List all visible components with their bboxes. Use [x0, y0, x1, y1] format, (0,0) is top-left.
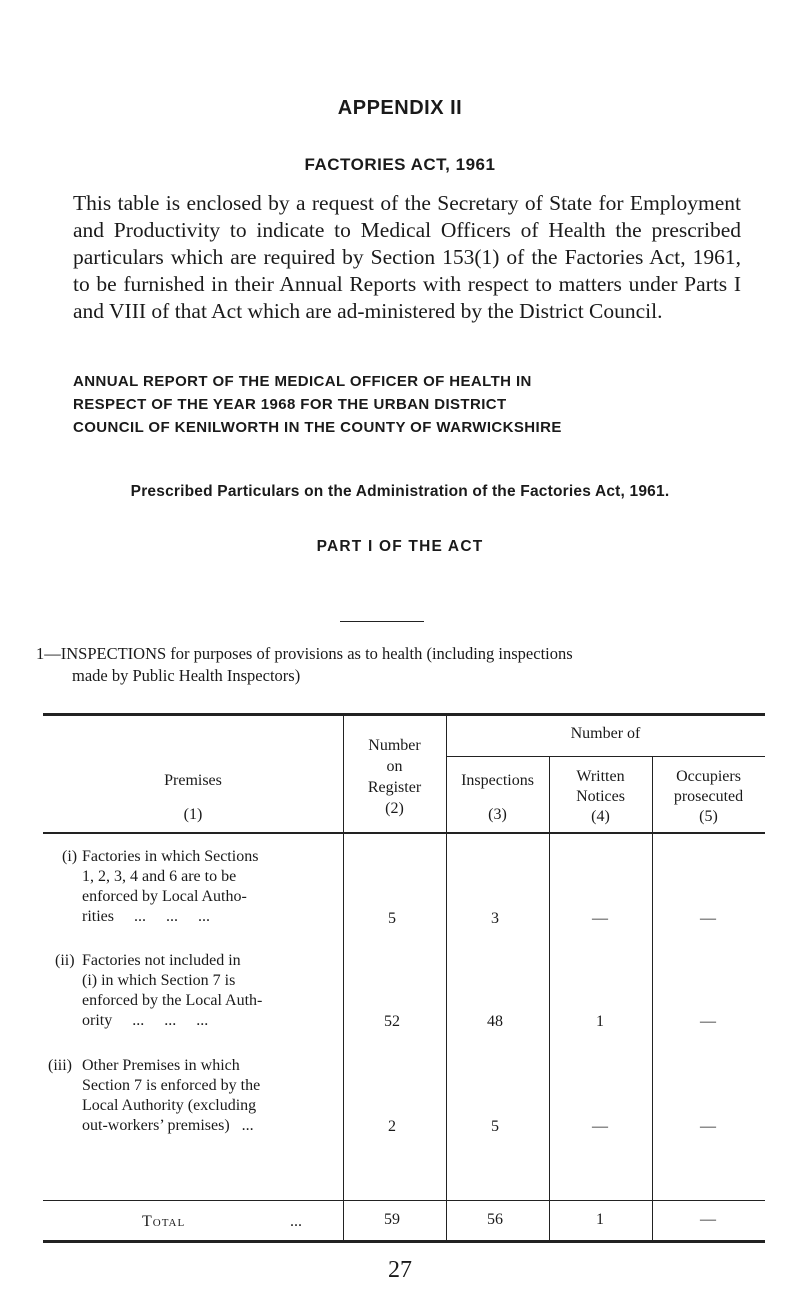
report-heading-line: ANNUAL REPORT OF THE MEDICAL OFFICER OF HEALTH IN — [73, 373, 532, 390]
row-label-line: out-workers’ premises) ... — [82, 1117, 254, 1134]
table-top-rule — [43, 713, 765, 716]
row-label-line: ority ... ... ... — [82, 1012, 209, 1029]
section-heading-line: 1—INSPECTIONS for purposes of provisions as to health (including inspections — [36, 644, 573, 663]
occupiers-header-line: prosecuted — [673, 788, 744, 805]
notices-value: — — [592, 1118, 608, 1135]
page-number: 27 — [388, 1257, 412, 1283]
register-value: 2 — [388, 1118, 396, 1135]
intro-paragraph: This table is enclosed by a request of the Secretary of State for Employment and Productivity to indicate to Medical Officers of Health the prescribed particulars which are required by Section 153(1) of the Factories Act, 1961, to be furnished in their Annual Reports with respect to matters under Parts I and VIII of that Act which are ad-ministered by the District Council. — [73, 191, 741, 323]
section-heading — [36, 643, 766, 687]
occupiers-header-line: Occupiers — [676, 768, 741, 785]
register-header-line: Number — [368, 737, 421, 754]
occupiers-value: — — [700, 910, 716, 927]
inspections-value: 3 — [491, 910, 499, 927]
notices-column-number: (4) — [591, 808, 610, 825]
inspections-total: 56 — [487, 1211, 503, 1228]
row-label-line: (i) in which Section 7 is — [82, 972, 236, 989]
row-label-line: 1, 2, 3, 4 and 6 are to be — [82, 868, 237, 885]
total-dots: ... — [290, 1213, 302, 1230]
premises-header: Premises — [164, 772, 222, 789]
column-rule — [446, 715, 447, 1240]
register-value: 52 — [384, 1013, 400, 1030]
row-label-line: Section 7 is enforced by the — [82, 1077, 261, 1094]
report-heading-line: RESPECT OF THE YEAR 1968 FOR THE URBAN DISTRICT — [73, 396, 507, 413]
report-heading — [73, 370, 741, 439]
column-rule — [652, 757, 653, 1240]
inspections-header: Inspections — [461, 772, 534, 789]
act-title: FACTORIES ACT, 1961 — [304, 155, 496, 174]
occupiers-total: — — [700, 1211, 716, 1228]
notices-value: — — [592, 910, 608, 927]
appendix-title: APPENDIX II — [337, 97, 463, 119]
row-label-line: Factories in which Sections — [82, 848, 259, 865]
total-label: Total — [142, 1213, 186, 1230]
register-header-line: on — [386, 758, 403, 775]
register-value: 5 — [388, 910, 396, 927]
number-of-header: Number of — [570, 725, 641, 742]
total-top-rule — [43, 1200, 765, 1201]
register-header-line: Register — [367, 779, 422, 796]
occupiers-column-number: (5) — [699, 808, 718, 825]
row-numeral: (i) — [62, 848, 78, 865]
row-label-line: enforced by Local Autho- — [82, 888, 247, 905]
occupiers-value: — — [700, 1118, 716, 1135]
inspections-value: 5 — [491, 1118, 499, 1135]
header-bottom-rule — [43, 832, 765, 834]
section-heading-line: made by Public Health Inspectors) — [72, 666, 301, 685]
row-label-line: Factories not included in — [82, 952, 241, 969]
notices-header-line: Notices — [576, 788, 625, 805]
divider — [340, 621, 424, 622]
row-label-line: Other Premises in which — [82, 1057, 240, 1074]
report-heading-line: COUNCIL OF KENILWORTH IN THE COUNTY OF WARWICKSHIRE — [73, 419, 562, 436]
row-numeral: (ii) — [55, 952, 75, 969]
occupiers-value: — — [700, 1013, 716, 1030]
register-column-number: (2) — [385, 800, 404, 817]
table-bottom-rule — [43, 1240, 765, 1243]
row-numeral: (iii) — [48, 1057, 72, 1074]
notices-value: 1 — [596, 1013, 604, 1030]
notices-total: 1 — [596, 1211, 604, 1228]
row-label-line: rities ... ... ... — [82, 908, 210, 925]
number-of-rule — [446, 756, 765, 757]
row-label-line: Local Authority (excluding — [82, 1097, 257, 1114]
row-label-line: enforced by the Local Auth- — [82, 992, 263, 1009]
part-heading: PART I OF THE ACT — [316, 538, 484, 555]
notices-header-line: Written — [576, 768, 625, 785]
inspections-value: 48 — [487, 1013, 503, 1030]
column-rule — [549, 757, 550, 1240]
premises-column-number: (1) — [183, 806, 203, 823]
inspections-column-number: (3) — [488, 806, 507, 823]
register-total: 59 — [384, 1211, 400, 1228]
prescribed-heading: Prescribed Particulars on the Administration of the Factories Act, 1961. — [130, 483, 670, 500]
